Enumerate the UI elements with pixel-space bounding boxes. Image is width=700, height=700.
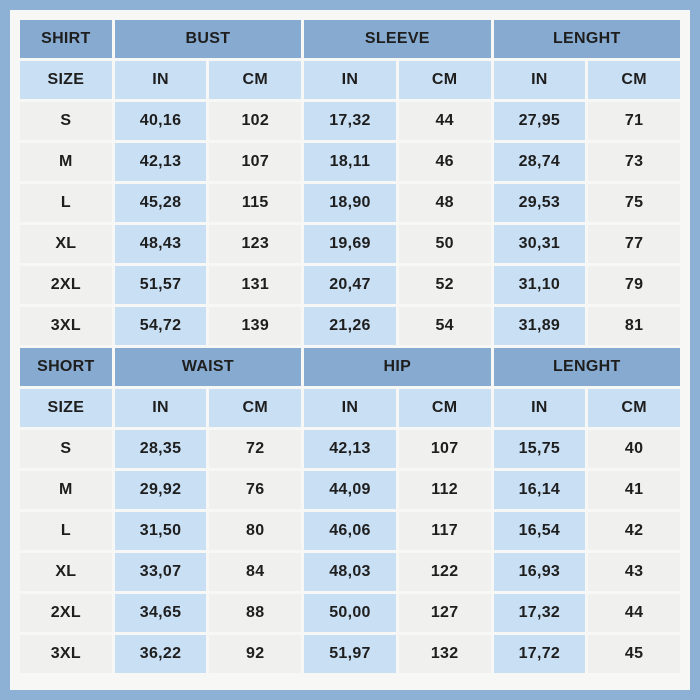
- value-cell: 40,16: [115, 102, 207, 140]
- value-cell: 107: [399, 430, 491, 468]
- value-cell: 46: [399, 143, 491, 181]
- value-cell: 54,72: [115, 307, 207, 345]
- table-row: [20, 102, 680, 140]
- table-row: [20, 553, 680, 591]
- value-cell: 52: [399, 266, 491, 304]
- value-cell: 17,32: [494, 594, 586, 632]
- table-row: [20, 266, 680, 304]
- value-cell: 28,35: [115, 430, 207, 468]
- value-cell: 20,47: [304, 266, 396, 304]
- value-cell: 16,93: [494, 553, 586, 591]
- unit-header-size: SIZE: [20, 389, 112, 427]
- value-cell: 43: [588, 553, 680, 591]
- table-row: [20, 225, 680, 263]
- group-header-lenght: LENGHT: [494, 348, 680, 386]
- value-cell: 31,89: [494, 307, 586, 345]
- value-cell: 42,13: [304, 430, 396, 468]
- unit-header-in: IN: [494, 389, 586, 427]
- value-cell: 131: [209, 266, 301, 304]
- value-cell: 45,28: [115, 184, 207, 222]
- value-cell: 112: [399, 471, 491, 509]
- value-cell: 21,26: [304, 307, 396, 345]
- value-cell: 31,10: [494, 266, 586, 304]
- group-header-bust: BUST: [115, 20, 301, 58]
- table-row: [20, 430, 680, 468]
- group-header-short: SHORT: [20, 348, 112, 386]
- unit-header-in: IN: [304, 61, 396, 99]
- shirt-table-body: [20, 102, 680, 345]
- size-chart-panel: [10, 10, 690, 690]
- table-row: [20, 594, 680, 632]
- value-cell: 17,72: [494, 635, 586, 673]
- table-row: [20, 184, 680, 222]
- value-cell: 18,11: [304, 143, 396, 181]
- group-header-waist: WAIST: [115, 348, 301, 386]
- value-cell: 17,32: [304, 102, 396, 140]
- unit-header-size: SIZE: [20, 61, 112, 99]
- value-cell: 44,09: [304, 471, 396, 509]
- value-cell: 31,50: [115, 512, 207, 550]
- size-cell: M: [20, 143, 112, 181]
- value-cell: 51,97: [304, 635, 396, 673]
- value-cell: 27,95: [494, 102, 586, 140]
- value-cell: 48,03: [304, 553, 396, 591]
- value-cell: 16,14: [494, 471, 586, 509]
- unit-header-cm: CM: [209, 389, 301, 427]
- value-cell: 50: [399, 225, 491, 263]
- value-cell: 46,06: [304, 512, 396, 550]
- group-header-shirt: SHIRT: [20, 20, 112, 58]
- value-cell: 123: [209, 225, 301, 263]
- unit-header-row: [20, 389, 680, 427]
- value-cell: 88: [209, 594, 301, 632]
- size-cell: L: [20, 512, 112, 550]
- value-cell: 15,75: [494, 430, 586, 468]
- value-cell: 40: [588, 430, 680, 468]
- value-cell: 127: [399, 594, 491, 632]
- value-cell: 73: [588, 143, 680, 181]
- value-cell: 107: [209, 143, 301, 181]
- value-cell: 117: [399, 512, 491, 550]
- group-header-row: [20, 20, 680, 58]
- value-cell: 50,00: [304, 594, 396, 632]
- table-row: [20, 307, 680, 345]
- size-cell: 2XL: [20, 594, 112, 632]
- table-row: [20, 635, 680, 673]
- size-cell: L: [20, 184, 112, 222]
- value-cell: 122: [399, 553, 491, 591]
- size-cell: 3XL: [20, 307, 112, 345]
- value-cell: 30,31: [494, 225, 586, 263]
- value-cell: 33,07: [115, 553, 207, 591]
- table-row: [20, 512, 680, 550]
- value-cell: 54: [399, 307, 491, 345]
- value-cell: 34,65: [115, 594, 207, 632]
- value-cell: 71: [588, 102, 680, 140]
- value-cell: 45: [588, 635, 680, 673]
- size-cell: XL: [20, 225, 112, 263]
- shirt-size-table: [17, 17, 683, 348]
- value-cell: 115: [209, 184, 301, 222]
- unit-header-in: IN: [494, 61, 586, 99]
- group-header-sleeve: SLEEVE: [304, 20, 490, 58]
- unit-header-cm: CM: [588, 61, 680, 99]
- short-table-header: [20, 348, 680, 427]
- value-cell: 16,54: [494, 512, 586, 550]
- value-cell: 48,43: [115, 225, 207, 263]
- unit-header-in: IN: [115, 389, 207, 427]
- unit-header-row: [20, 61, 680, 99]
- value-cell: 76: [209, 471, 301, 509]
- short-table-body: [20, 430, 680, 673]
- unit-header-cm: CM: [209, 61, 301, 99]
- short-size-table: [17, 345, 683, 676]
- group-header-hip: HIP: [304, 348, 490, 386]
- group-header-lenght: LENGHT: [494, 20, 680, 58]
- value-cell: 44: [399, 102, 491, 140]
- size-cell: XL: [20, 553, 112, 591]
- value-cell: 75: [588, 184, 680, 222]
- value-cell: 80: [209, 512, 301, 550]
- table-row: [20, 471, 680, 509]
- value-cell: 44: [588, 594, 680, 632]
- value-cell: 77: [588, 225, 680, 263]
- value-cell: 84: [209, 553, 301, 591]
- table-row: [20, 143, 680, 181]
- value-cell: 102: [209, 102, 301, 140]
- value-cell: 79: [588, 266, 680, 304]
- value-cell: 19,69: [304, 225, 396, 263]
- value-cell: 36,22: [115, 635, 207, 673]
- group-header-row: [20, 348, 680, 386]
- value-cell: 139: [209, 307, 301, 345]
- unit-header-cm: CM: [399, 389, 491, 427]
- value-cell: 29,92: [115, 471, 207, 509]
- value-cell: 42: [588, 512, 680, 550]
- size-cell: S: [20, 102, 112, 140]
- value-cell: 42,13: [115, 143, 207, 181]
- size-cell: S: [20, 430, 112, 468]
- value-cell: 28,74: [494, 143, 586, 181]
- value-cell: 72: [209, 430, 301, 468]
- unit-header-cm: CM: [588, 389, 680, 427]
- unit-header-in: IN: [304, 389, 396, 427]
- unit-header-in: IN: [115, 61, 207, 99]
- value-cell: 92: [209, 635, 301, 673]
- value-cell: 41: [588, 471, 680, 509]
- value-cell: 48: [399, 184, 491, 222]
- value-cell: 29,53: [494, 184, 586, 222]
- value-cell: 18,90: [304, 184, 396, 222]
- value-cell: 132: [399, 635, 491, 673]
- value-cell: 51,57: [115, 266, 207, 304]
- unit-header-cm: CM: [399, 61, 491, 99]
- size-cell: M: [20, 471, 112, 509]
- shirt-table-header: [20, 20, 680, 99]
- size-cell: 3XL: [20, 635, 112, 673]
- value-cell: 81: [588, 307, 680, 345]
- size-cell: 2XL: [20, 266, 112, 304]
